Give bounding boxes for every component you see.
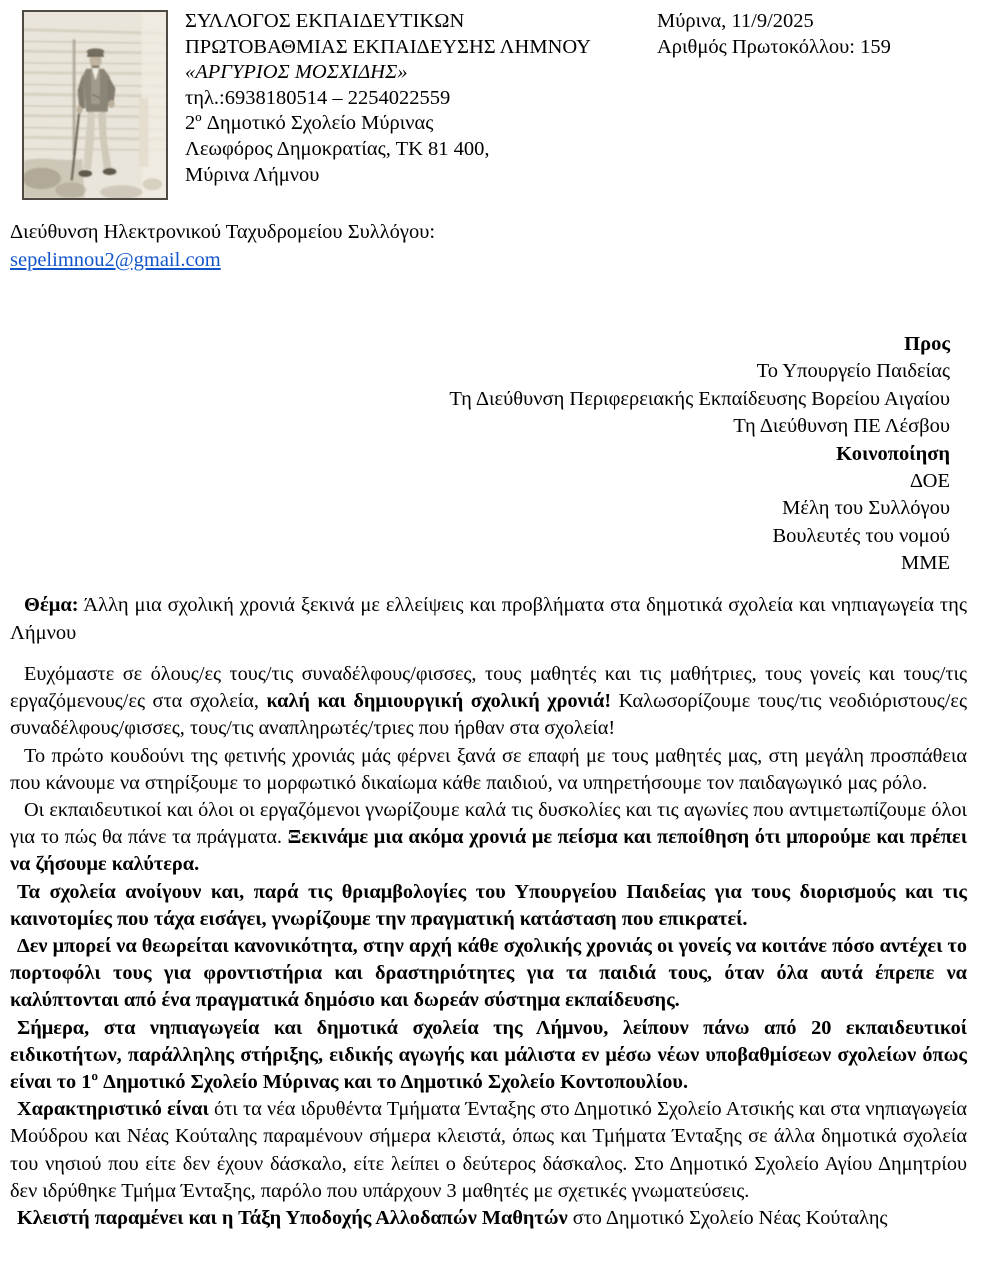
subject-text: Άλλη μια σχολική χρονιά ξεκινά με ελλείψεις και προβλήματα στα δημοτικά σχολεία και νηπιαγωγεία της Λήμνου (10, 594, 967, 644)
org-line: «ΑΡΓΥΡΙΟΣ ΜΟΣΧΙΔΗΣ» (185, 61, 408, 84)
body-paragraph (10, 1096, 967, 1205)
paragraph-run: Καλωσορίζουμε τους/τις νεοδιόριστους/ες συναδέλφους/φισσες, τους/τις αναπληρωτές/τριες που ήρθαν στα σχολεία! (10, 690, 967, 740)
paragraph-run: Ξεκινάμε μια ακόμα χρονιά με πείσμα και πεποίθηση ότι μπορούμε και πρέπει να ζήσουμε καλύτερα. (10, 826, 967, 876)
portrait-photo (22, 10, 168, 200)
recipient-line: ΜΜΕ (901, 552, 950, 575)
recipient-line: ΔΟΕ (909, 470, 950, 493)
paragraph-run: Χαρακτηριστικό είναι (17, 1098, 209, 1121)
paragraph-run: Δεν μπορεί να θεωρείται κανονικότητα, στην αρχή κάθε σχολικής χρονιάς οι γονείς να κοιτάνε πόσο αντέχει το πορτοφόλι τους για φροντιστήρια και δραστηριότητες για τα παιδιά τους, όταν όλα αυτά έπρεπε να καλύπτονται από ένα πραγματικά δημόσιο και δωρεάν σύστημα εκπαίδευσης. (10, 935, 967, 1012)
body-paragraph (10, 1015, 967, 1097)
body-paragraph (10, 1205, 967, 1232)
recipient-heading: Κοινοποίηση (836, 442, 950, 465)
paragraph-run: Τα σχολεία ανοίγουν και, παρά τις θριαμβολογίες του Υπουργείου Παιδείας για τους διορισμούς και τις καινοτομίες που τάχα εισάγει, γνωρίζουμε την πραγματική κατάσταση που επικρατεί. (10, 880, 967, 930)
recipient-line: Τη Διεύθυνση Περιφερειακής Εκπαίδευσης Βορείου Αιγαίου (449, 387, 950, 410)
org-line: Μύρινα Λήμνου (185, 163, 320, 186)
recipients-block (10, 331, 950, 578)
protocol-number: Αριθμός Πρωτοκόλλου: 159 (657, 35, 891, 58)
subject-label: Θέμα: (24, 594, 79, 616)
body-paragraph (10, 797, 967, 879)
body-paragraph (10, 661, 967, 743)
recipient-line: Τη Διεύθυνση ΠΕ Λέσβου (733, 415, 950, 438)
date-protocol-block (657, 9, 891, 60)
paragraph-run: καλή και δημιουργική σχολική χρονιά! (266, 690, 612, 713)
body-paragraph (10, 879, 967, 933)
contact-block (10, 219, 435, 274)
portrait-photo-image (24, 12, 166, 198)
paragraph-run: ότι τα νέα ιδρυθέντα Τμήματα Ένταξης στο Δημοτικό Σχολείο Ατσικής και στα νηπιαγωγεία Μούδρου και Νέας Κούταλης παραμένουν σήμερα κλειστά, όπως και Τμήματα Ένταξης σε άλλα δημοτικά σχολεία του νησιού που είτε δεν έχουν δάσκαλο, είτε λείπει ο δεύτερος δάσκαλος. Στο Δημοτικό Σχολείο Αγίου Δημητρίου δεν ιδρύθηκε Τμήμα Ένταξης, παρόλο που υπάρχουν 3 μαθητές με σχετικές γνωματεύσεις. (10, 1098, 967, 1202)
subject-line (10, 592, 967, 647)
paragraph-run: Ευχόμαστε σε όλους/ες τους/τις συναδέλφους/φισσες, τους μαθητές και τις μαθήτριες, τους γονείς και τους/τις εργαζόμενους/ες στα σχολεία, (10, 663, 967, 713)
paragraph-run: Οι εκπαιδευτικοί και όλοι οι εργαζόμενοι γνωρίζουμε καλά τις δυσκολίες και τις αγωνίες που αντιμετωπίζουμε όλοι για το πώς θα πάνε τα πράγματα. (10, 799, 967, 849)
org-line: ΣΥΛΛΟΓΟΣ ΕΚΠΑΙΔΕΥΤΙΚΩΝ (185, 10, 465, 32)
letter-body (10, 661, 967, 1232)
email-label: Διεύθυνση Ηλεκτρονικού Ταχυδρομείου Συλλόγου: (10, 221, 436, 243)
org-line: 2º Δημοτικό Σχολείο Μύρινας (185, 112, 434, 135)
recipient-line: Μέλη του Συλλόγου (782, 497, 950, 520)
recipient-heading: Προς (904, 333, 950, 355)
org-header-block (185, 9, 591, 188)
paragraph-run: Το πρώτο κουδούνι της φετινής χρονιάς μάς φέρνει ξανά σε επαφή με τους μαθητές μας, στη μεγάλη προσπάθεια που κάνουμε να στηρίξουμε το μορφωτικό δικαίωμα κάθε παιδιού, να υπηρετήσουμε τον παιδαγωγικό μας ρόλο. (10, 744, 967, 794)
org-line: τηλ.:6938180514 – 2254022559 (185, 86, 451, 109)
recipient-line: Το Υπουργείο Παιδείας (756, 360, 950, 383)
body-paragraph (10, 933, 967, 1015)
paragraph-run: Κλειστή παραμένει και η Τάξη Υποδοχής Αλλοδαπών Μαθητών (17, 1207, 568, 1230)
email-link[interactable]: sepelimnou2@gmail.com (10, 248, 221, 271)
place-date: Μύρινα, 11/9/2025 (657, 10, 814, 32)
body-paragraph (10, 743, 967, 797)
paragraph-run: Σήμερα, στα νηπιαγωγεία και δημοτικά σχολεία της Λήμνου, λείπουν πάνω από 20 εκπαιδευτικοί ειδικοτήτων, παράλληλης στήριξης, ειδικής αγωγής και μάλιστα εν μέσω νέων υποβαθμίσεων σχολείων όπως είναι το 1º Δημοτικό Σχολείο Μύρινας και το Δημοτικό Σχολείο Κοντοπουλίου. (10, 1016, 967, 1094)
org-line: Λεωφόρος Δημοκρατίας, ΤΚ 81 400, (185, 137, 490, 160)
paragraph-run: στο Δημοτικό Σχολείο Νέας Κούταλης (567, 1207, 888, 1230)
org-line: ΠΡΩΤΟΒΑΘΜΙΑΣ ΕΚΠΑΙΔΕΥΣΗΣ ΛΗΜΝΟΥ (185, 35, 591, 58)
recipient-line: Βουλευτές του νομού (772, 524, 950, 547)
